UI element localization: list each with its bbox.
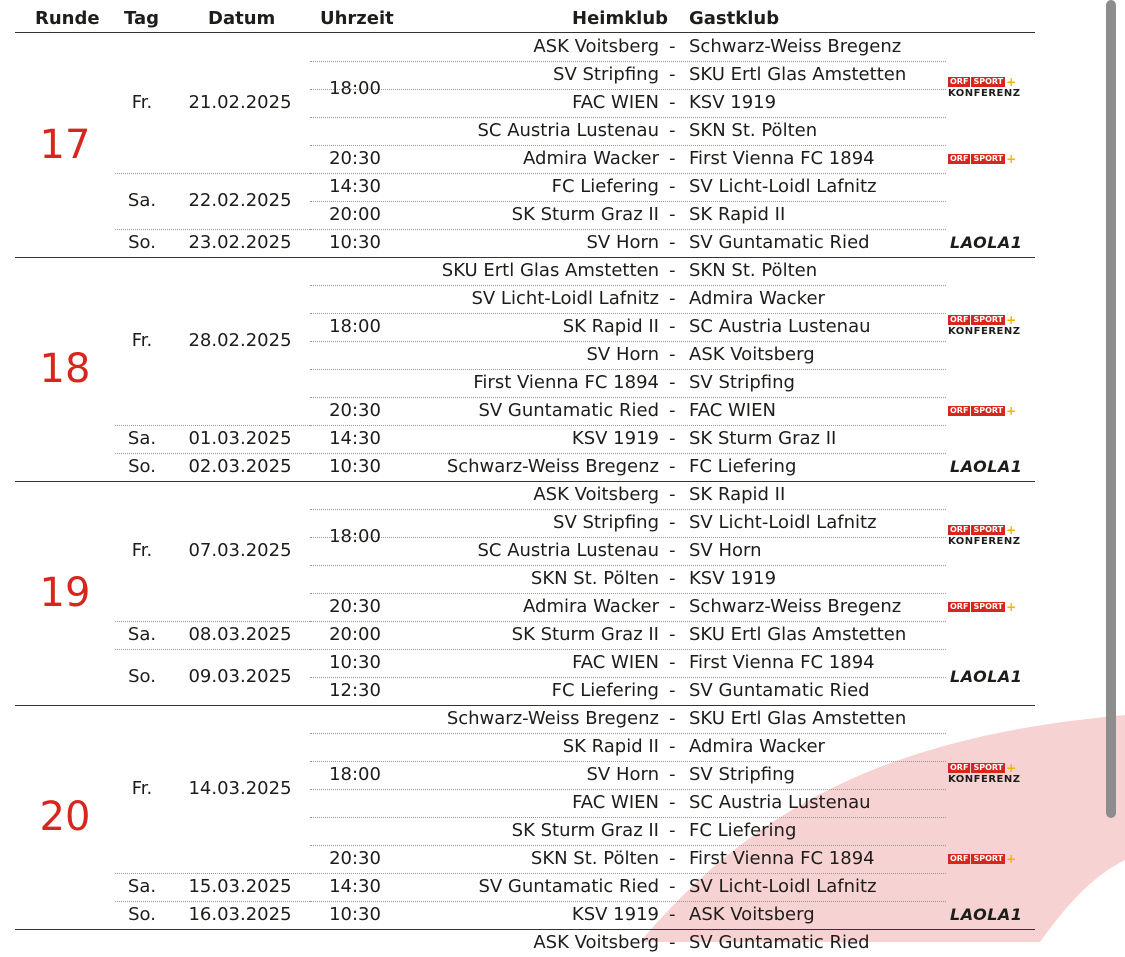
home-team: ASK Voitsberg (533, 932, 659, 953)
separator: - (669, 708, 676, 729)
round-number: 19 (39, 570, 91, 616)
konferenz-label: KONFERENZ (948, 774, 1021, 785)
konferenz-label: KONFERENZ (948, 88, 1021, 99)
date-label: 02.03.2025 (188, 456, 292, 477)
plus-mark: + (1006, 600, 1017, 614)
away-team: SK Sturm Graz II (689, 428, 837, 449)
plus-mark: + (1006, 75, 1017, 89)
round-number: 20 (39, 794, 91, 840)
home-team: SC Austria Lustenau (477, 120, 659, 141)
kickoff-time: 20:30 (329, 400, 381, 421)
separator: - (669, 148, 676, 169)
date-label: 01.03.2025 (188, 428, 292, 449)
separator: - (669, 904, 676, 925)
orf-sport-logo (948, 854, 1016, 864)
sport-mark: SPORT (973, 77, 1004, 86)
orf-sport-konferenz-logo (948, 525, 1020, 548)
away-team: SC Austria Lustenau (689, 316, 871, 337)
separator: - (669, 484, 676, 505)
orf-mark: ORF (950, 854, 969, 863)
sport-mark: SPORT (973, 602, 1004, 611)
separator: - (669, 848, 676, 869)
away-team: SV Guntamatic Ried (689, 680, 870, 701)
away-team: ASK Voitsberg (689, 344, 815, 365)
plus-mark: + (1006, 761, 1017, 775)
home-team: FC Liefering (551, 680, 659, 701)
separator: - (669, 876, 676, 897)
away-team: FC Liefering (689, 456, 797, 477)
away-team: SV Guntamatic Ried (689, 932, 870, 953)
header-gastklub: Gastklub (689, 8, 780, 29)
kickoff-time: 10:30 (329, 904, 381, 925)
plus-mark: + (1006, 152, 1017, 166)
home-team: ASK Voitsberg (533, 36, 659, 57)
home-team: SV Horn (586, 764, 659, 785)
separator: - (669, 372, 676, 393)
orf-sport-konferenz-logo (948, 763, 1020, 786)
home-team: SK Rapid II (562, 316, 659, 337)
separator: - (669, 652, 676, 673)
round-number: 18 (39, 346, 91, 392)
home-team: Admira Wacker (523, 596, 659, 617)
away-team: SKN St. Pölten (689, 120, 818, 141)
sport-mark: SPORT (973, 763, 1004, 772)
day-label: Fr. (131, 540, 153, 561)
date-label: 23.02.2025 (188, 232, 292, 253)
separator: - (669, 344, 676, 365)
away-team: SC Austria Lustenau (689, 792, 871, 813)
plus-mark: + (1006, 404, 1017, 418)
laola1-logo: LAOLA1 (950, 667, 1023, 686)
away-team: Schwarz-Weiss Bregenz (689, 36, 902, 57)
home-team: First Vienna FC 1894 (473, 372, 659, 393)
konferenz-label: KONFERENZ (948, 536, 1021, 547)
day-divider (115, 649, 310, 650)
home-team: FAC WIEN (572, 792, 659, 813)
separator: - (669, 932, 676, 953)
header-datum: Datum (208, 8, 276, 29)
away-team: SK Rapid II (689, 204, 786, 225)
date-label: 15.03.2025 (188, 876, 292, 897)
separator: - (669, 596, 676, 617)
separator: - (669, 400, 676, 421)
orf-sport-logo (948, 154, 1016, 164)
separator: - (669, 428, 676, 449)
separator: - (669, 540, 676, 561)
away-team: FC Liefering (689, 820, 797, 841)
kickoff-time: 10:30 (329, 456, 381, 477)
day-label: Fr. (131, 330, 153, 351)
day-label: Fr. (131, 778, 153, 799)
orf-mark: ORF (950, 525, 969, 534)
kickoff-time: 10:30 (329, 232, 381, 253)
orf-mark: ORF (950, 763, 969, 772)
separator: - (669, 456, 676, 477)
day-divider (115, 173, 310, 174)
header-uhrzeit: Uhrzeit (320, 8, 394, 29)
separator: - (669, 736, 676, 757)
date-label: 14.03.2025 (188, 778, 292, 799)
sport-mark: SPORT (973, 406, 1004, 415)
day-label: Sa. (127, 876, 157, 897)
separator: - (669, 680, 676, 701)
home-team: SV Guntamatic Ried (478, 876, 659, 897)
kickoff-time: 14:30 (329, 176, 381, 197)
day-label: So. (128, 456, 156, 477)
home-team: FC Liefering (551, 176, 659, 197)
header-heimklub: Heimklub (572, 8, 669, 29)
laola1-logo: LAOLA1 (950, 905, 1023, 924)
scrollbar[interactable] (1106, 0, 1116, 818)
orf-mark: ORF (950, 602, 969, 611)
away-team: SV Licht-Loidl Lafnitz (689, 512, 877, 533)
separator: - (669, 92, 676, 113)
home-team: SC Austria Lustenau (477, 540, 659, 561)
kickoff-time: 18:00 (329, 526, 381, 547)
day-label: So. (128, 232, 156, 253)
away-team: First Vienna FC 1894 (689, 652, 875, 673)
separator: - (669, 120, 676, 141)
plus-mark: + (1006, 313, 1017, 327)
orf-sport-logo (948, 406, 1016, 416)
date-label: 09.03.2025 (188, 666, 292, 687)
date-label: 21.02.2025 (188, 92, 292, 113)
kickoff-time: 14:30 (329, 428, 381, 449)
away-team: SV Licht-Loidl Lafnitz (689, 176, 877, 197)
sport-mark: SPORT (973, 315, 1004, 324)
away-team: ASK Voitsberg (689, 904, 815, 925)
separator: - (669, 260, 676, 281)
kickoff-time: 20:30 (329, 596, 381, 617)
laola1-logo: LAOLA1 (950, 457, 1023, 476)
header-tag: Tag (124, 8, 159, 29)
away-team: SKU Ertl Glas Amstetten (689, 624, 907, 645)
day-label: So. (128, 904, 156, 925)
separator: - (669, 204, 676, 225)
separator: - (669, 820, 676, 841)
away-team: First Vienna FC 1894 (689, 148, 875, 169)
day-label: Fr. (131, 92, 153, 113)
orf-mark: ORF (950, 406, 969, 415)
separator: - (669, 624, 676, 645)
home-team: SV Stripfing (553, 64, 659, 85)
away-team: SV Horn (689, 540, 762, 561)
day-label: Sa. (127, 428, 157, 449)
away-team: SV Guntamatic Ried (689, 232, 870, 253)
separator: - (669, 792, 676, 813)
home-team: SKN St. Pölten (530, 848, 659, 869)
away-team: SKU Ertl Glas Amstetten (689, 64, 907, 85)
header-runde: Runde (35, 8, 100, 29)
konferenz-label: KONFERENZ (948, 326, 1021, 337)
sport-mark: SPORT (973, 525, 1004, 534)
away-team: Admira Wacker (689, 736, 825, 757)
home-team: SK Rapid II (562, 736, 659, 757)
date-label: 22.02.2025 (188, 190, 292, 211)
date-label: 08.03.2025 (188, 624, 292, 645)
home-team: FAC WIEN (572, 92, 659, 113)
home-team: SV Horn (586, 344, 659, 365)
separator: - (669, 288, 676, 309)
round-number: 17 (39, 122, 91, 168)
home-team: SK Sturm Graz II (511, 624, 659, 645)
home-team: SKU Ertl Glas Amstetten (441, 260, 659, 281)
kickoff-time: 18:00 (329, 764, 381, 785)
separator: - (669, 232, 676, 253)
home-team: SK Sturm Graz II (511, 820, 659, 841)
orf-sport-konferenz-logo (948, 315, 1020, 338)
home-team: ASK Voitsberg (533, 484, 659, 505)
date-label: 16.03.2025 (188, 904, 292, 925)
sport-mark: SPORT (973, 854, 1004, 863)
separator: - (669, 316, 676, 337)
separator: - (669, 64, 676, 85)
day-label: Sa. (127, 190, 157, 211)
home-team: SV Licht-Loidl Lafnitz (471, 288, 659, 309)
home-team: Schwarz-Weiss Bregenz (446, 456, 659, 477)
home-team: KSV 1919 (571, 904, 659, 925)
orf-mark: ORF (950, 154, 969, 163)
kickoff-time: 18:00 (329, 78, 381, 99)
orf-sport-konferenz-logo (948, 77, 1020, 100)
away-team: Schwarz-Weiss Bregenz (689, 596, 902, 617)
kickoff-time: 12:30 (329, 680, 381, 701)
kickoff-time: 18:00 (329, 316, 381, 337)
date-label: 28.02.2025 (188, 330, 292, 351)
kickoff-time: 20:30 (329, 848, 381, 869)
sport-mark: SPORT (973, 154, 1004, 163)
away-team: SV Stripfing (689, 372, 795, 393)
home-team: SV Guntamatic Ried (478, 400, 659, 421)
orf-sport-logo (948, 602, 1016, 612)
date-label: 07.03.2025 (188, 540, 292, 561)
kickoff-time: 10:30 (329, 652, 381, 673)
separator: - (669, 176, 676, 197)
home-team: FAC WIEN (572, 652, 659, 673)
orf-mark: ORF (950, 77, 969, 86)
home-team: SK Sturm Graz II (511, 204, 659, 225)
home-team: Schwarz-Weiss Bregenz (446, 708, 659, 729)
separator: - (669, 36, 676, 57)
away-team: Admira Wacker (689, 288, 825, 309)
home-team: KSV 1919 (571, 428, 659, 449)
home-team: SV Horn (586, 232, 659, 253)
kickoff-time: 20:00 (329, 204, 381, 225)
home-team: SV Stripfing (553, 512, 659, 533)
away-team: SK Rapid II (689, 484, 786, 505)
kickoff-time: 14:30 (329, 876, 381, 897)
plus-mark: + (1006, 852, 1017, 866)
away-team: KSV 1919 (689, 568, 777, 589)
separator: - (669, 512, 676, 533)
day-label: Sa. (127, 624, 157, 645)
separator: - (669, 568, 676, 589)
away-team: KSV 1919 (689, 92, 777, 113)
orf-mark: ORF (950, 315, 969, 324)
laola1-logo: LAOLA1 (950, 233, 1023, 252)
away-team: FAC WIEN (689, 400, 776, 421)
kickoff-time: 20:00 (329, 624, 381, 645)
home-team: Admira Wacker (523, 148, 659, 169)
away-team: SKN St. Pölten (689, 260, 818, 281)
away-team: First Vienna FC 1894 (689, 848, 875, 869)
home-team: SKN St. Pölten (530, 568, 659, 589)
away-team: SV Stripfing (689, 764, 795, 785)
plus-mark: + (1006, 523, 1017, 537)
away-team: SKU Ertl Glas Amstetten (689, 708, 907, 729)
day-label: So. (128, 666, 156, 687)
separator: - (669, 764, 676, 785)
away-team: SV Licht-Loidl Lafnitz (689, 876, 877, 897)
kickoff-time: 20:30 (329, 148, 381, 169)
